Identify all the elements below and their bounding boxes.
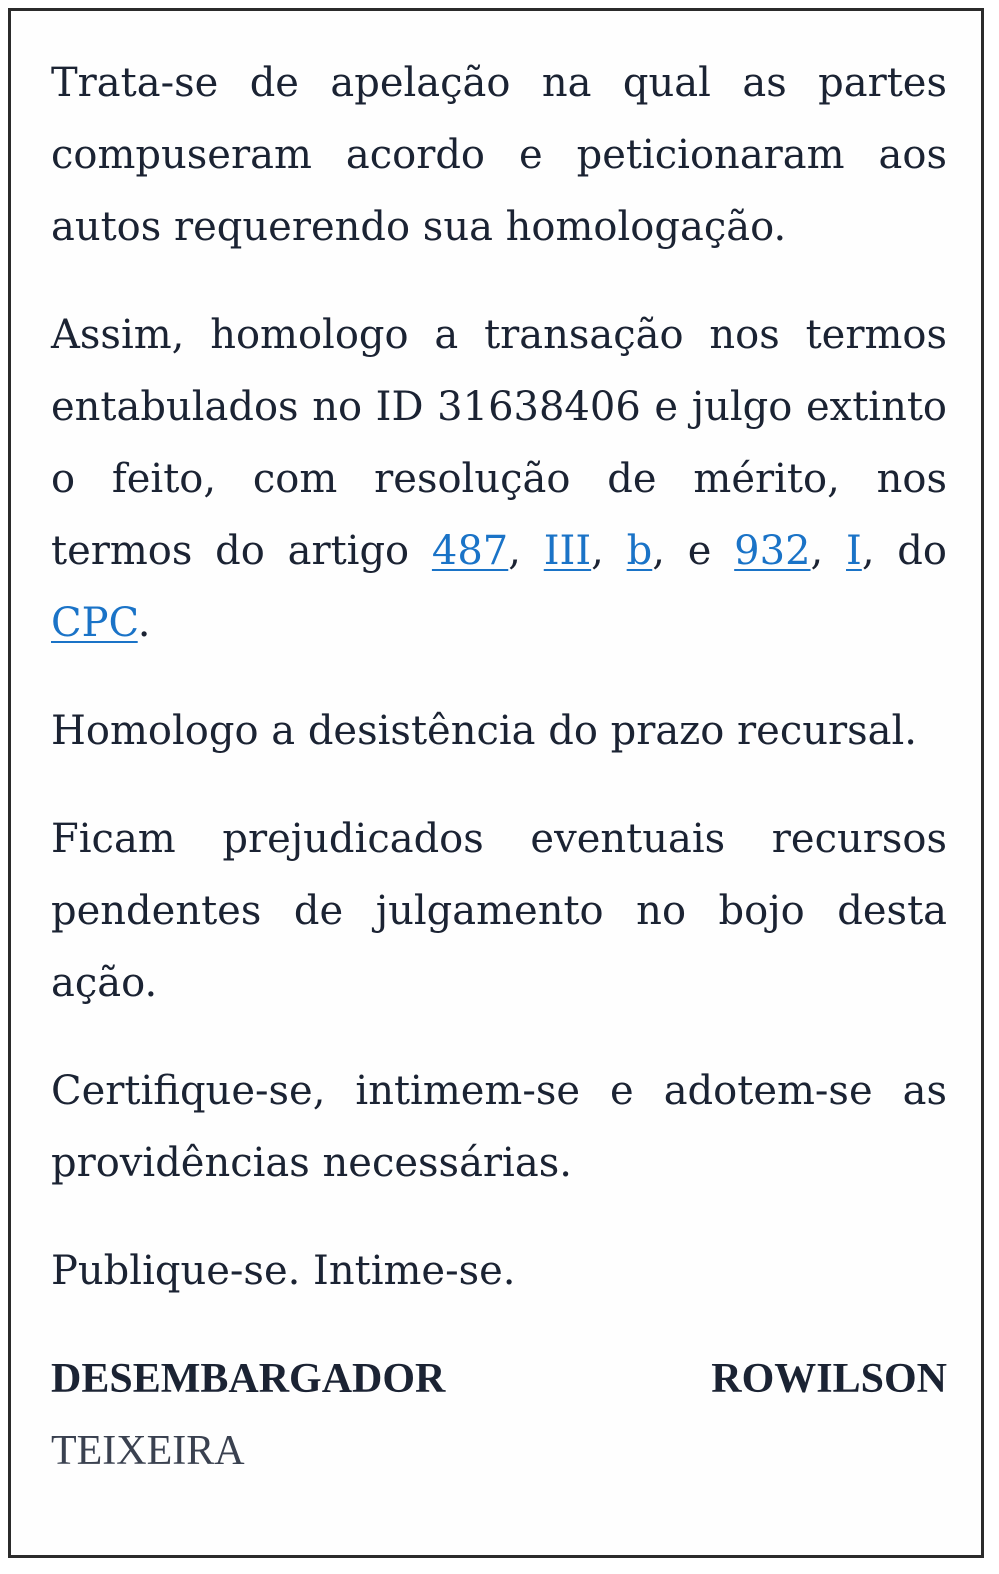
document-frame [8, 8, 984, 1558]
signature-line [51, 1343, 947, 1415]
period: . [137, 600, 151, 646]
paragraph-prejudiced: Ficam prejudicados eventuais recursos pendentes de julgamento no bojo desta ação. [51, 816, 947, 1006]
paragraph-publish: Publique-se. Intime-se. [51, 1248, 516, 1294]
link-article-487[interactable]: 487 [431, 528, 509, 574]
link-alinea-b[interactable]: b [626, 528, 653, 574]
link-inciso-iii[interactable]: III [543, 528, 592, 574]
decision-text [51, 47, 947, 1487]
paragraph-desistance: Homologo a desistência do prazo recursal. [51, 708, 918, 754]
paragraph-certify: Certifique-se, intimem-se e adotem-se as providências necessárias. [51, 1068, 947, 1186]
signature-last-name: TEIXEIRA [51, 1428, 245, 1474]
separator: , e [652, 528, 735, 574]
separator: , [508, 528, 544, 574]
paragraph-intro: Trata-se de apelação na qual as partes compuseram acordo e peticionaram aos autos requerendo sua homologação. [51, 60, 947, 250]
link-article-932[interactable]: 932 [734, 528, 811, 574]
link-cpc[interactable]: CPC [51, 600, 138, 646]
separator: , do [861, 528, 947, 574]
signature-block [51, 1343, 947, 1487]
paragraph-homologation [51, 299, 947, 659]
signature-first-name: ROWILSON [711, 1356, 947, 1402]
separator: , [810, 528, 847, 574]
link-inciso-i[interactable]: I [846, 528, 862, 574]
paragraph-homologation-text: Assim, homologo a transação nos termos entabulados no ID 31638406 e julgo extinto o feito, com resolução de mérito, nos termos do artigo [51, 312, 947, 574]
separator: , [591, 528, 627, 574]
signature-title: DESEMBARGADOR [51, 1356, 446, 1402]
